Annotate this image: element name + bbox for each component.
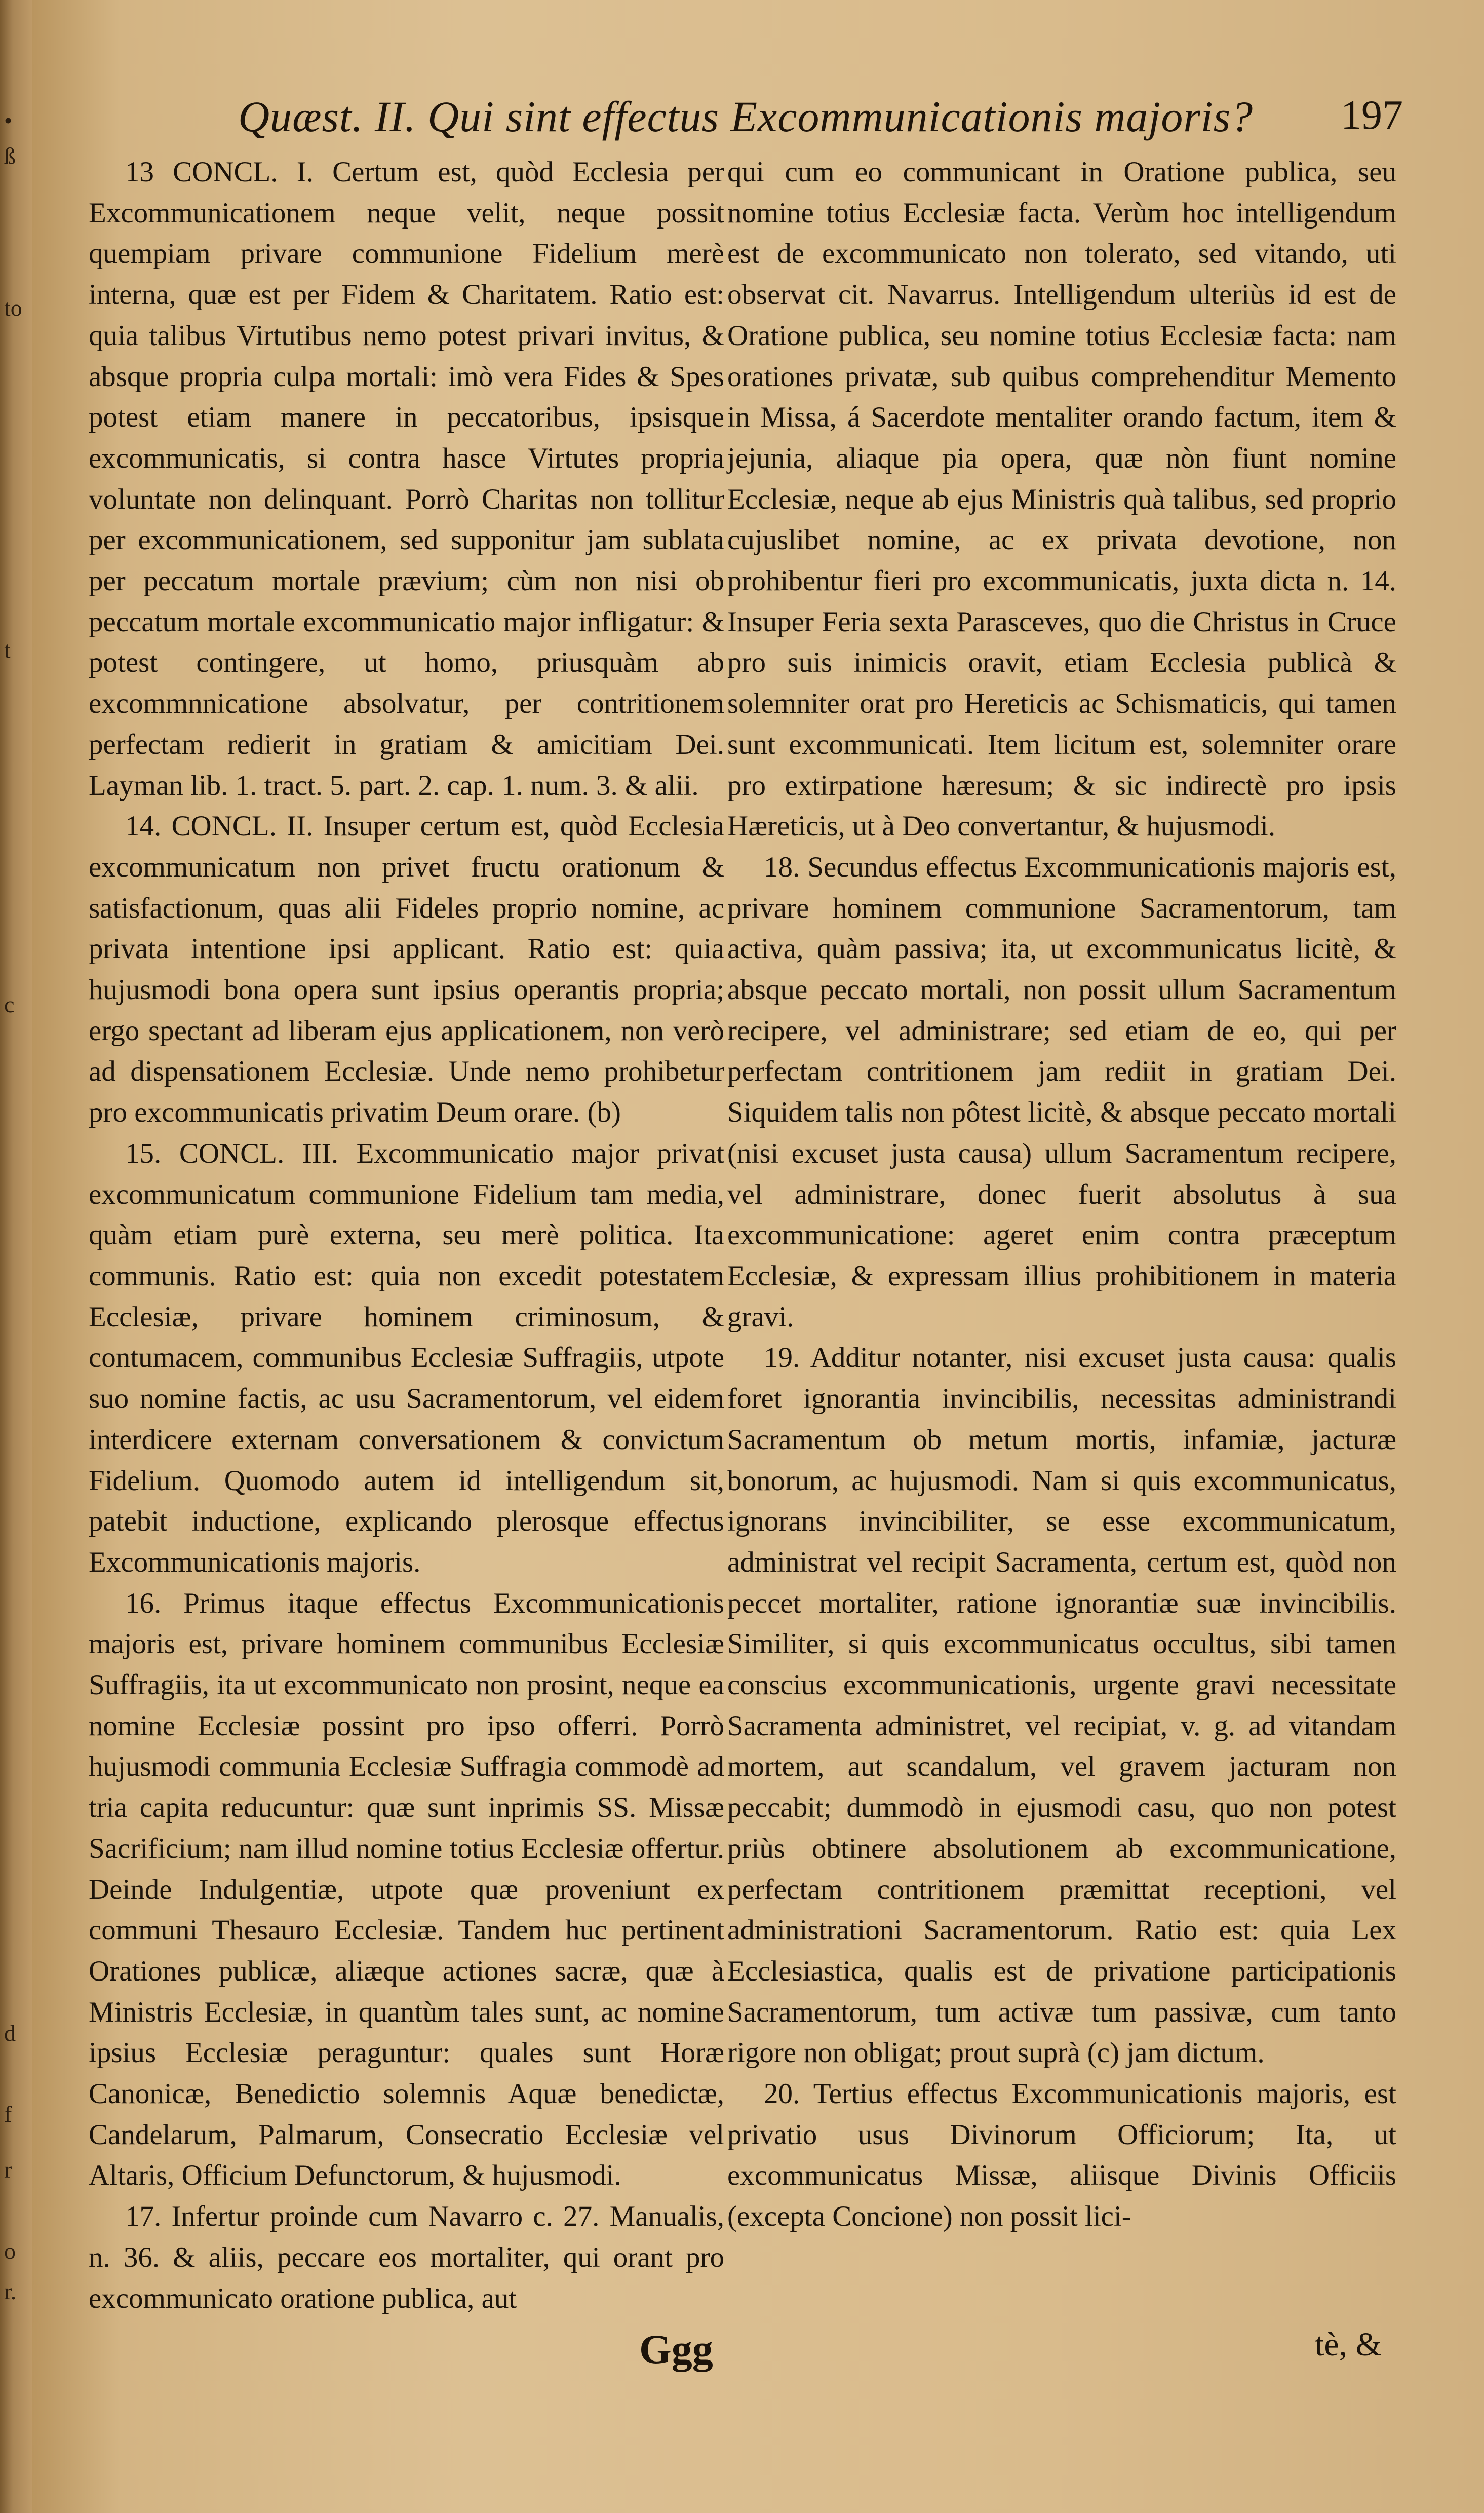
signature-mark: Ggg (639, 2326, 713, 2372)
paragraph-18: 18. Secundus effectus Excommunicationis majoris est, privare hominem communione Sacramentorum, tam activa, quàm passiva; ita, ut excommunicatus licitè, & absque peccato mortali, non possit ullum Sacramentum recipere, vel administrare; sed etiam de eo, qui per perfectam contritionem jam rediit in gratiam Dei. Siquidem talis non pôtest licitè, & absque peccato mortali (nisi excuset justa causa) ullum Sacramentum recipere, vel administrare, donec fuerit absolutus à sua excommunicatione: ageret enim contra præceptum Ecclesiæ, & expressam illius prohibitionem in materia gravi. (727, 851, 1396, 1333)
margin-mark: t (4, 637, 11, 663)
paragraph-19: 19. Additur notanter, nisi excuset justa causa: qualis foret ignorantia invincibilis, necessitas administrandi Sacramentum ob metum mortis, infamiæ, jacturæ bonorum, ac hujusmodi. Nam si quis excommunicatus, ignorans invincibiliter, se esse excommunicatum, administrat vel recipit Sacramenta, certum est, quòd non peccet mortaliter, ratione ignorantiæ suæ invincibilis. Similiter, si quis excommunicatus occultus, sibi tamen conscius excommunicationis, urgente gravi necessitate Sacramenta administret, vel recipiat, v. g. ad vitandam mortem, aut scandalum, vel gravem jacturam non peccabit; dummodò in ejusmodi casu, quo non potest priùs obtinere absolutionem ab excommunicatione, perfectam contritionem præmittat receptioni, vel administrationi Sacramentorum. Ratio est: quia Lex Ecclesiastica, qualis est de privatione participationis Sacramentorum, tum activæ tum passivæ, cum tanto rigore non obligat; prout suprà (c) jam dictum. (727, 1342, 1396, 2069)
left-column (89, 152, 724, 2319)
margin-mark: r (4, 2157, 12, 2183)
margin-mark: f (4, 2101, 12, 2127)
margin-mark: • (4, 107, 13, 133)
paragraph-20: 20. Tertius effectus Excommunicationis majoris, est privatio usus Divinorum Officiorum; Ita, ut excommunicatus Missæ, aliisque Divinis Officiis (excepta Concione) non possit lici- (727, 2078, 1396, 2233)
catchword: tè, & (1315, 2326, 1382, 2363)
margin-mark: d (4, 2020, 16, 2046)
paragraph-15: 15. CONCL. III. Excommunicatio major privat excommunicatum communione Fidelium tam media, quàm etiam purè externa, seu merè politica. Ita communis. Ratio est: quia non excedit potestatem Ecclesiæ, privare hominem criminosum, & contumacem, communibus Ecclesiæ Suffragiis, utpote suo nomine factis, ac usu Sacramentorum, vel eidem interdicere externam conversationem & convictum Fidelium. Quomodo autem id intelligendum sit, patebit inductione, explicando plerosque effectus Excommunicationis majoris. (89, 1137, 724, 1578)
page-header (203, 91, 1418, 152)
paragraph-13: 13 CONCL. I. Certum est, quòd Ecclesia per Excommunicationem neque velit, neque possit quempiam privare communione Fidelium merè interna, quæ est per Fidem & Charitatem. Ratio est: quia talibus Virtutibus nemo potest privari invitus, & absque propria culpa mortali: imò vera Fides & Spes potest etiam manere in peccatoribus, ipsisque excommunicatis, si contra hasce Virtutes propria voluntate non delinquant. Porrò Charitas non tollitur per excommunicationem, sed supponitur jam sublata per peccatum mortale prævium; cùm non nisi ob peccatum mortale excommunicatio major infligatur: & potest contingere, ut homo, priusquàm ab excommnnicatione absolvatur, per contritionem perfectam redierit in gratiam & amicitiam Dei. Layman lib. 1. tract. 5. part. 2. cap. 1. num. 3. & alii. (89, 156, 724, 802)
running-title: Quæst. II. Qui sint effectus Excommunicationis majoris? (238, 92, 1254, 141)
paragraph-16: 16. Primus itaque effectus Excommunicationis majoris est, privare hominem communibus Ecclesiæ Suffragiis, ita ut excommunicato non prosint, neque ea nomine Ecclesiæ possint pro ipso offerri. Porrò hujusmodi communia Ecclesiæ Suffragia commodè ad tria capita reducuntur: quæ sunt inprimis SS. Missæ Sacrificium; nam illud nomine totius Ecclesiæ offertur. Deinde Indulgentiæ, utpote quæ proveniunt ex communi Thesauro Ecclesiæ. Tandem huc pertinent Orationes publicæ, aliæque actiones sacræ, quæ à Ministris Ecclesiæ, in quantùm tales sunt, ac nomine ipsius Ecclesiæ peraguntur: quales sunt Horæ Canonicæ, Benedictio solemnis Aquæ benedictæ, Candelarum, Palmarum, Consecratio Ecclesiæ vel Altaris, Officium Defunctorum, & hujusmodi. (89, 1587, 724, 2192)
margin-mark: r. (4, 2278, 17, 2304)
page-gutter (0, 0, 32, 2513)
paragraph-17-continued: qui cum eo communicant in Oratione publica, seu nomine totius Ecclesiæ facta. Verùm hoc intelligendum est de excommunicato non tolerato, sed vitando, uti observat cit. Navarrus. Intelligendum ulteriùs id est de Oratione publica, seu nomine totius Ecclesiæ facta: nam orationes privatæ, sub quibus comprehenditur Memento in Missa, á Sacerdote mentaliter orando factum, item & jejunia, aliaque pia opera, quæ nòn fiunt nomine Ecclesiæ, neque ab ejus Ministris quà talibus, sed proprio cujuslibet nomine, ac ex privata devotione, non prohibentur fieri pro excommunicatis, juxta dicta n. 14. Insuper Feria sexta Parasceves, quo die Christus in Cruce pro suis inimicis oravit, etiam Ecclesia publicà & solemniter orat pro Hereticis ac Schismaticis, qui tamen sunt excommunicati. Item licitum est, solemniter orare pro extirpatione hæresum; & sic indirectè pro ipsis Hæreticis, ut à Deo convertantur, & hujusmodi. (727, 156, 1396, 843)
margin-mark: ß (4, 143, 16, 169)
paragraph-17: 17. Infertur proinde cum Navarro c. 27. Manualis, n. 36. & aliis, peccare eos mortaliter, qui orant pro excommunicato oratione publica, aut (89, 2200, 724, 2314)
page-number: 197 (1341, 92, 1403, 138)
margin-mark: c (4, 992, 15, 1017)
right-column (727, 152, 1396, 2237)
margin-mark: o (4, 2238, 16, 2264)
margin-mark: to (4, 295, 22, 321)
paragraph-14: 14. CONCL. II. Insuper certum est, quòd Ecclesia excommunicatum non privet fructu orationum & satisfactionum, quas alii Fideles proprio nomine, ac privata intentione ipsi applicant. Ratio est: quia hujusmodi bona opera sunt ipsius operantis propria; ergo spectant ad liberam ejus applicationem, non verò ad dispensationem Ecclesiæ. Unde nemo prohibetur pro excommunicatis privatim Deum orare. (b) (89, 810, 724, 1129)
